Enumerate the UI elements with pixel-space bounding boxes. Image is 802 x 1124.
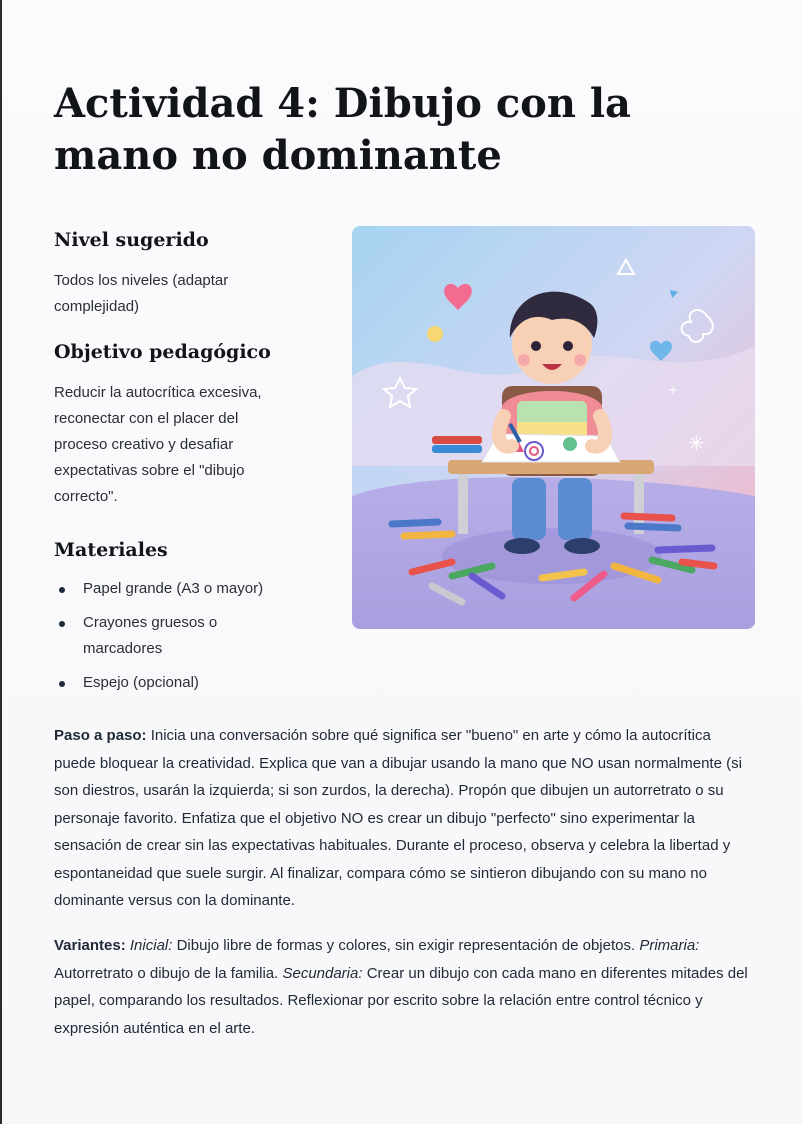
variantes-paragraph [54,932,754,1042]
objetivo-text: Reducir la autocrítica excesiva, reconectar con el placer del proceso creativo y desafiar expectativas sobre el "dibujo correcto". [54,384,262,505]
page-title: Actividad 4: Dibujo con la mano no dominante [54,80,631,179]
list-item: Espejo (opcional) [54,670,304,696]
illustration-svg [352,226,755,629]
list-item: Crayones gruesos o marcadores [54,610,253,662]
bullet-icon [59,681,65,687]
materiales-list [54,576,304,704]
svg-text:✳: ✳ [688,431,705,455]
primaria-text: Autorretrato o dibujo de la familia. [54,964,283,982]
materiales-heading: Materiales [54,539,168,561]
secundaria-label: Secundaria: [282,964,363,982]
secundaria-text: Crear un dibujo con cada mano en diferentes mitades del papel, comparando los resultados. Reflexionar por escrito sobre la relación entre control técnico y expresión auténtica en el arte. [54,964,748,1037]
inicial-label: Inicial: [129,937,173,954]
paso-text: Inicia una conversación sobre qué significa ser "bueno" en arte y cómo la autocrítica puede bloquear la creatividad. Explica que van a dibujar usando la mano que NO usan normalmente (si son diestros, usarán la izquierda; si son zurdos, la derecha). Propón que dibujen un autorretrato o su personaje favorito. Enfatiza que el objetivo NO es crear un dibujo "perfecto" sino experimentar la sensación de crear sin las expectativas habituales. Durante el proceso, observa y celebra la libertad y espontaneidad que suele surgir. Al finalizar, compara cómo se sintieron dibujando con su mano no dominante versus con la dominante. [54,727,742,909]
bullet-icon [59,587,65,593]
nivel-heading: Nivel sugerido [54,229,209,251]
svg-text:+: + [668,383,679,397]
variantes-label: Variantes: [54,937,126,954]
inicial-text: Dibujo libre de formas y colores, sin exigir representación de objetos. [172,937,640,954]
child-drawing-illustration [352,226,755,629]
paso-paragraph [54,722,754,915]
objetivo-heading: Objetivo pedagógico [54,341,271,363]
list-item: Papel grande (A3 o mayor) [54,576,304,602]
bullet-icon [59,621,65,627]
paso-label: Paso a paso: [54,727,147,744]
primaria-label: Primaria: [639,937,700,954]
nivel-text: Todos los niveles (adaptar complejidad) [54,272,229,315]
